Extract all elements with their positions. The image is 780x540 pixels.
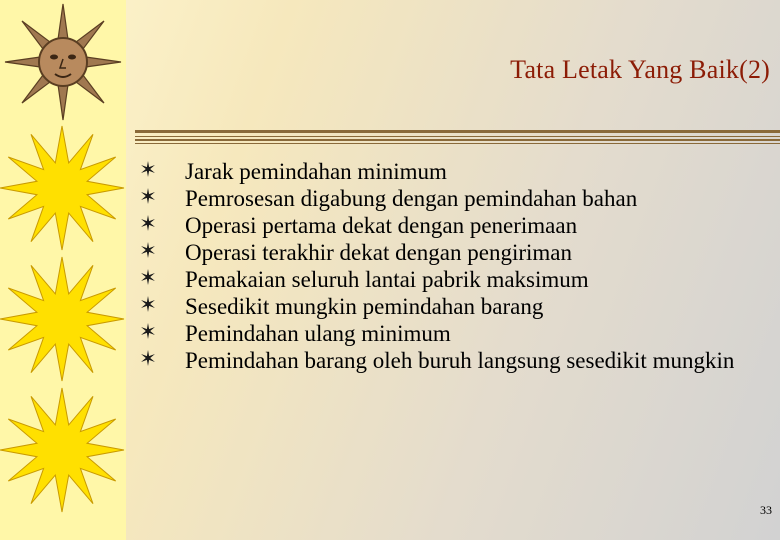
bullet-text: Pemindahan barang oleh buruh langsung sesedikit mungkin (185, 348, 735, 373)
bullet-text: Pemindahan ulang minimum (185, 321, 451, 346)
asterisk-star-icon (140, 214, 156, 232)
sun-face-icon (0, 0, 126, 126)
asterisk-star-icon (140, 322, 156, 340)
page-number: 33 (760, 503, 772, 517)
sun-icon (0, 253, 128, 385)
bullet-text: Jarak pemindahan minimum (185, 159, 447, 184)
sun-icon (0, 384, 128, 516)
asterisk-star-icon (140, 160, 156, 178)
bullet-list (140, 158, 760, 374)
divider (135, 139, 780, 141)
asterisk-star-icon (140, 268, 156, 286)
bullet-item (140, 239, 760, 266)
divider (135, 136, 780, 137)
bullet-item (140, 266, 760, 293)
divider (135, 130, 780, 133)
asterisk-star-icon (140, 295, 156, 313)
bullet-item (140, 158, 760, 185)
bullet-text: Operasi pertama dekat dengan penerimaan (185, 213, 578, 238)
bullet-item (140, 212, 760, 239)
bullet-text: Sesedikit mungkin pemindahan barang (185, 294, 544, 319)
asterisk-star-icon (140, 187, 156, 205)
bullet-text: Pemrosesan digabung dengan pemindahan bahan (185, 186, 638, 211)
asterisk-star-icon (140, 241, 156, 259)
asterisk-star-icon (140, 349, 156, 367)
bullet-text: Pemakaian seluruh lantai pabrik maksimum (185, 267, 589, 292)
sun-icon (0, 122, 128, 254)
bullet-text: Operasi terakhir dekat dengan pengiriman (185, 240, 573, 265)
bullet-item (140, 320, 760, 347)
bullet-item (140, 293, 760, 320)
divider (135, 143, 780, 144)
bullet-item (140, 347, 760, 374)
slide-title: Tata Letak Yang Baik(2) (510, 55, 770, 84)
bullet-item (140, 185, 760, 212)
